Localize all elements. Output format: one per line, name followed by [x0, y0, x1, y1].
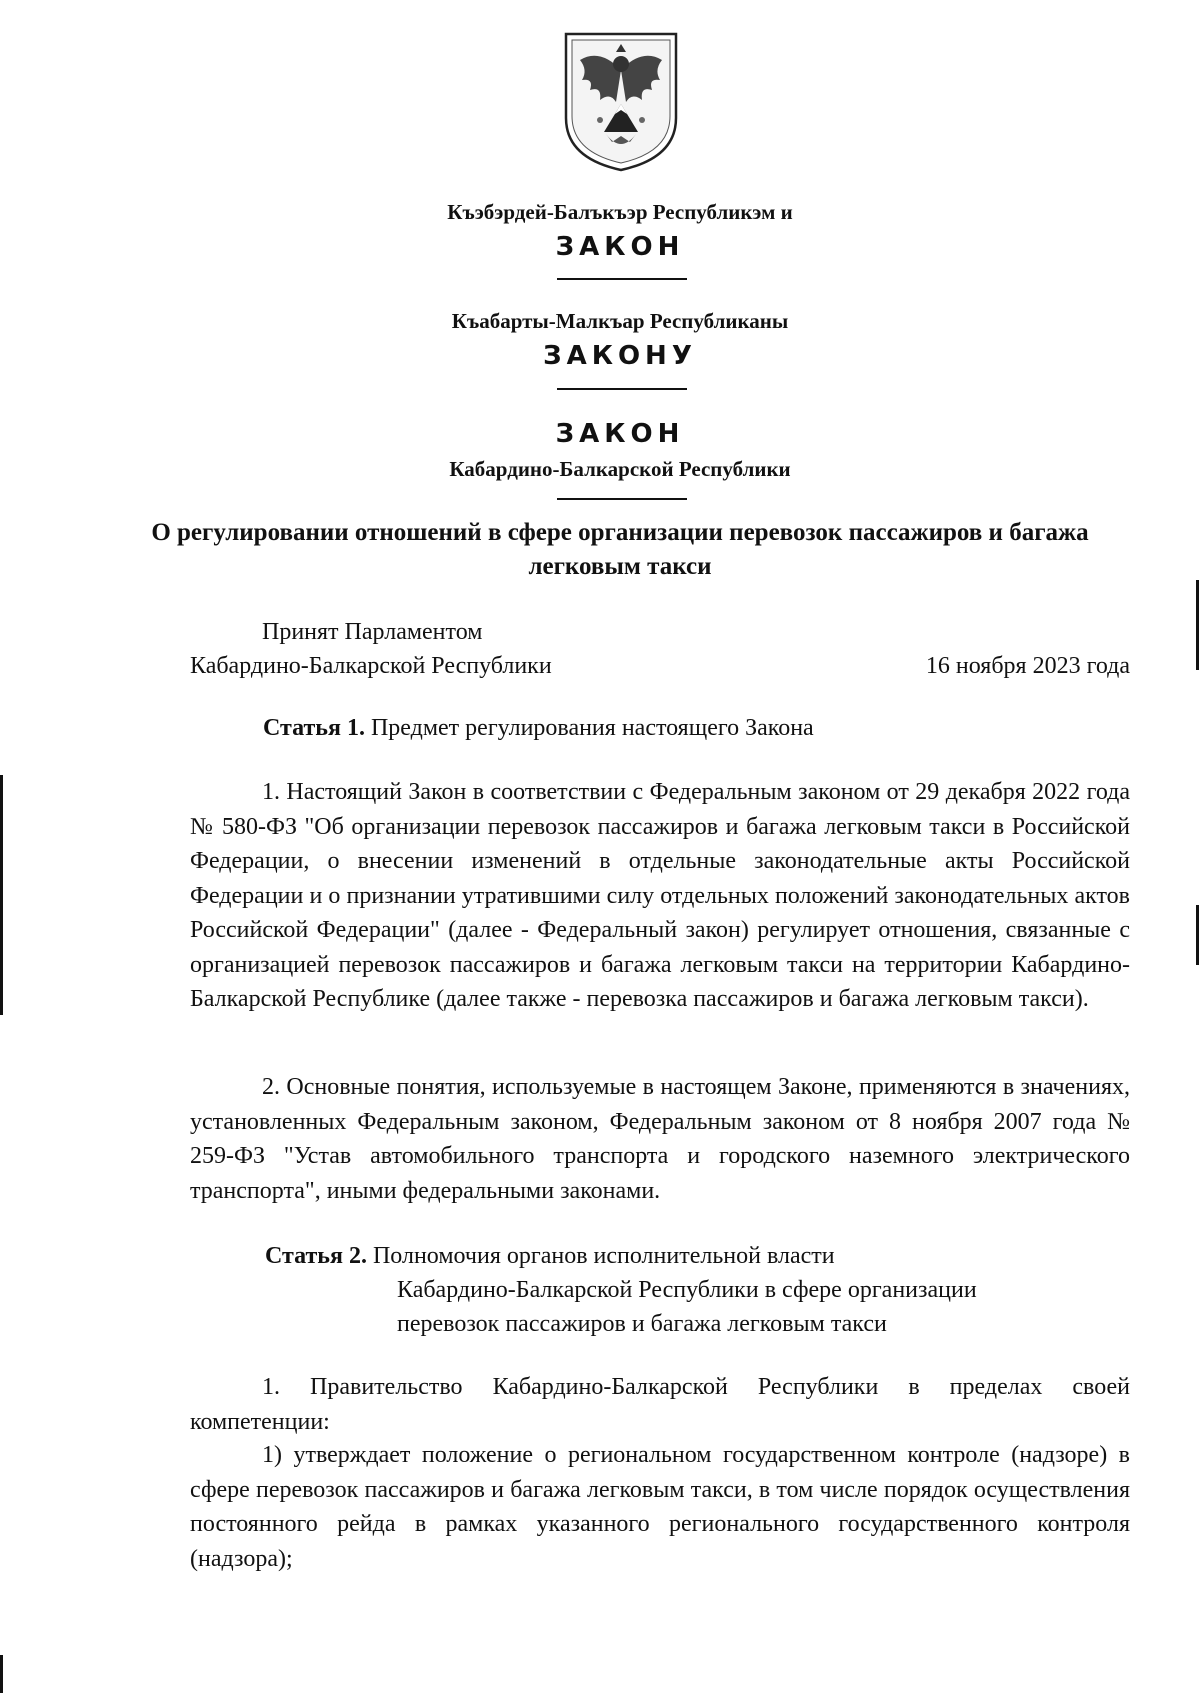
kabardian-republic-name: Къэбэрдей-Балъкъэр Республикэм и	[447, 200, 793, 224]
adoption-line2: Кабардино-Балкарской Республики	[190, 653, 552, 679]
divider-rule	[557, 388, 687, 390]
article2-paragraph-2: 1) утверждает положение о региональном государственном контроле (надзоре) в сфере перевозок пассажиров и багажа легковым такси, в том числе порядок осуществления постоянного рейда в рамках указанного регионального государственного контроля (надзора);	[190, 1442, 1130, 1572]
scan-margin-mark	[0, 1655, 3, 1693]
balkar-law-label: ЗАКОНУ	[543, 341, 697, 371]
article1-heading-text: Предмет регулирования настоящего Закона	[370, 715, 814, 741]
scan-margin-mark	[1196, 580, 1199, 670]
kabardian-law-label: ЗАКОН	[555, 232, 685, 262]
article2-heading-line3: перевозок пассажиров и багажа легковым такси	[397, 1311, 887, 1337]
balkar-republic-name: Къабарты-Малкъар Республиканы	[451, 309, 789, 333]
scan-margin-mark	[0, 775, 3, 1015]
article1-label: Статья 1.	[263, 715, 365, 741]
russian-law-label: ЗАКОН	[555, 419, 685, 449]
article2-heading-line1: Полномочия органов исполнительной власти	[372, 1243, 835, 1269]
law-title: О регулировании отношений в сфере организации перевозок пассажиров и багажа легковым такси	[151, 519, 1089, 580]
divider-rule	[557, 278, 687, 280]
divider-rule	[557, 498, 687, 500]
article2-label: Статья 2.	[265, 1243, 367, 1269]
article2-paragraph-1: 1. Правительство Кабардино-Балкарской Республики в пределах своей компетенции:	[190, 1374, 1130, 1435]
adoption-block	[190, 615, 1130, 683]
russian-republic-name: Кабардино-Балкарской Республики	[449, 457, 791, 481]
coat-of-arms-icon	[560, 30, 682, 173]
article2-heading-line2: Кабардино-Балкарской Республики в сфере организации	[397, 1277, 977, 1303]
article1-paragraph-1: 1. Настоящий Закон в соответствии с Федеральным законом от 29 декабря 2022 года № 580-ФЗ "Об организации перевозок пассажиров и багажа легковым такси в Российской Федерации, о внесении изменений в отдельные законодательные акты Российской Федерации и о признании утратившими силу отдельных положений законодательных актов Российской Федерации" (далее - Федеральный закон) регулирует отношения, связанные с организацией перевозок пассажиров и багажа легковым такси на территории Кабардино-Балкарской Республике (далее также - перевозка пассажиров и багажа легковым такси).	[190, 779, 1130, 1012]
article1-paragraph-2: 2. Основные понятия, используемые в настоящем Законе, применяются в значениях, установленных Федеральным законом, Федеральным законом от 8 ноября 2007 года № 259-ФЗ "Устав автомобильного транспорта и городского наземного электрического транспорта", иными федеральными законами.	[190, 1074, 1130, 1204]
adoption-line1: Принят Парламентом	[262, 619, 483, 645]
article1-heading	[263, 711, 814, 745]
adoption-date: 16 ноября 2023 года	[925, 653, 1130, 679]
scan-margin-mark	[1196, 905, 1199, 965]
article2-heading	[265, 1239, 1085, 1341]
